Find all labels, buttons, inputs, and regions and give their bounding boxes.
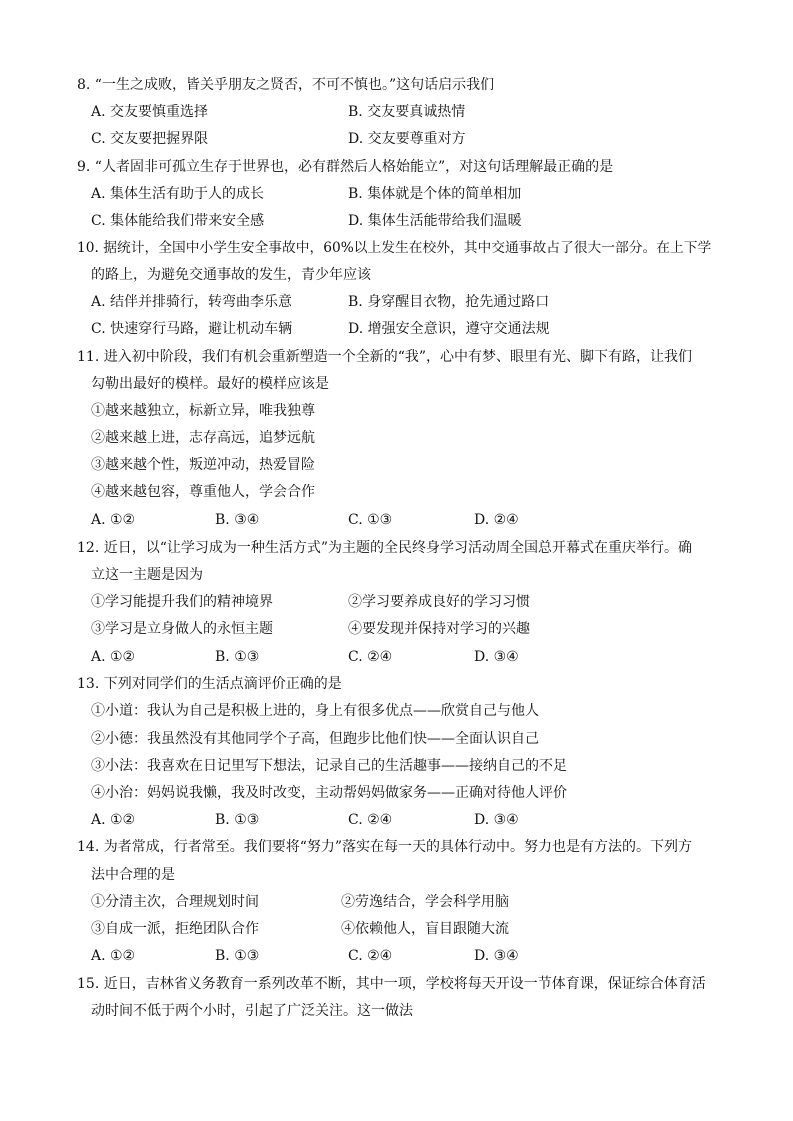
question-11-option-d: D. ②④	[474, 512, 519, 528]
question-15-stem-cont: 动时间不低于两个小时，引起了广泛关注。这一做法	[91, 1003, 413, 1019]
question-12-statement-4: ④要发现并保持对学习的兴趣	[348, 621, 530, 637]
question-12-statement-2: ②学习要养成良好的学习习惯	[348, 594, 530, 610]
question-8-option-b: B. 交友要真诚热情	[348, 104, 466, 120]
question-10-option-a: A. 结伴并排骑行，转弯曲李乐意	[91, 294, 293, 310]
question-11-statement-3: ③越来越个性，叛逆冲动，热爱冒险	[91, 457, 315, 473]
question-14-statement-4: ④依赖他人，盲目跟随大流	[341, 921, 509, 937]
question-14-stem: 14. 为者常成，行者常至。我们要将“努力”落实在每一天的具体行动中。努力也是有方法的。下列方	[77, 839, 693, 855]
question-10-option-c: C. 快速穿行马路，避让机动车辆	[91, 321, 293, 337]
question-8-option-d: D. 交友要尊重对方	[348, 131, 466, 147]
question-12-option-c: C. ②④	[348, 649, 393, 665]
question-12-stem-cont: 立这一主题是因为	[91, 567, 203, 583]
question-10-stem: 10. 据统计，全国中小学生安全事故中，60%以上发生在校外，其中交通事故占了很大一部分。在上下学	[77, 240, 712, 256]
question-13-statement-3: ③小法：我喜欢在日记里写下想法，记录自己的生活趣事——接纳自己的不足	[91, 758, 567, 774]
question-10-option-d: D. 增强安全意识，遵守交通法规	[348, 321, 550, 337]
question-11-option-b: B. ③④	[215, 512, 260, 528]
question-13-statement-4: ④小治：妈妈说我懒，我及时改变，主动帮妈妈做家务——正确对待他人评价	[91, 785, 567, 801]
question-14-statement-1: ①分清主次，合理规划时间	[91, 894, 259, 910]
question-9-option-b: B. 集体就是个体的简单相加	[348, 186, 522, 202]
question-14-statement-2: ②劳逸结合，学会科学用脑	[341, 894, 509, 910]
question-12-statement-3: ③学习是立身做人的永恒主题	[91, 621, 273, 637]
question-14-option-c: C. ②④	[348, 948, 393, 964]
question-10-option-b: B. 身穿醒目衣物，抢先通过路口	[348, 294, 550, 310]
question-11-stem: 11. 进入初中阶段，我们有机会重新塑造一个全新的“我”，心中有梦、眼里有光、脚下有路，让我们	[77, 349, 693, 365]
question-13-statement-2: ②小德：我虽然没有其他同学个子高，但跑步比他们快——全面认识自己	[91, 731, 539, 747]
question-9-option-c: C. 集体能给我们带来安全感	[91, 213, 265, 229]
question-14-option-b: B. ①③	[215, 948, 260, 964]
question-12-option-b: B. ①③	[215, 649, 260, 665]
question-12-option-a: A. ①②	[91, 649, 136, 665]
question-11-statement-4: ④越来越包容，尊重他人，学会合作	[91, 484, 315, 500]
question-14-option-d: D. ③④	[474, 948, 519, 964]
question-12-option-d: D. ③④	[474, 649, 519, 665]
question-10-stem-cont: 的路上，为避免交通事故的发生，青少年应该	[91, 267, 371, 283]
question-13-option-b: B. ①③	[215, 812, 260, 828]
question-13-option-c: C. ②④	[348, 812, 393, 828]
question-11-option-c: C. ①③	[348, 512, 393, 528]
question-14-stem-cont: 法中合理的是	[91, 867, 175, 883]
question-11-option-a: A. ①②	[91, 512, 136, 528]
question-13-stem: 13. 下列对同学们的生活点滴评价正确的是	[77, 676, 342, 692]
question-13-option-d: D. ③④	[474, 812, 519, 828]
question-13-statement-1: ①小道：我认为自己是积极上进的，身上有很多优点——欣赏自己与他人	[91, 703, 539, 719]
question-14-statement-3: ③自成一派，拒绝团队合作	[91, 921, 259, 937]
question-15-stem: 15. 近日，吉林省义务教育一系列改革不断，其中一项，学校将每天开设一节体育课，保证综合体育活	[77, 976, 706, 992]
question-11-statement-1: ①越来越独立，标新立异，唯我独尊	[91, 403, 315, 419]
question-8-option-a: A. 交友要慎重选择	[91, 104, 209, 120]
question-11-stem-cont: 勾勒出最好的模样。最好的模样应该是	[91, 376, 329, 392]
question-11-statement-2: ②越来越上进，志存高远，追梦远航	[91, 430, 315, 446]
question-8-option-c: C. 交友要把握界限	[91, 131, 209, 147]
question-9-option-d: D. 集体生活能带给我们温暖	[348, 213, 522, 229]
question-8-stem: 8. “一生之成败，皆关乎朋友之贤否，不可不慎也。”这句话启示我们	[77, 77, 495, 93]
question-9-option-a: A. 集体生活有助于人的成长	[91, 186, 265, 202]
question-12-stem: 12. 近日，以“让学习成为一种生活方式”为主题的全民终身学习活动周全国总开幕式在重庆举行。确	[77, 540, 693, 556]
question-14-option-a: A. ①②	[91, 948, 136, 964]
question-9-stem: 9. “人者固非可孤立生存于世界也，必有群然后人格始能立”，对这句话理解最正确的是	[77, 159, 614, 175]
question-13-option-a: A. ①②	[91, 812, 136, 828]
question-12-statement-1: ①学习能提升我们的精神境界	[91, 594, 273, 610]
